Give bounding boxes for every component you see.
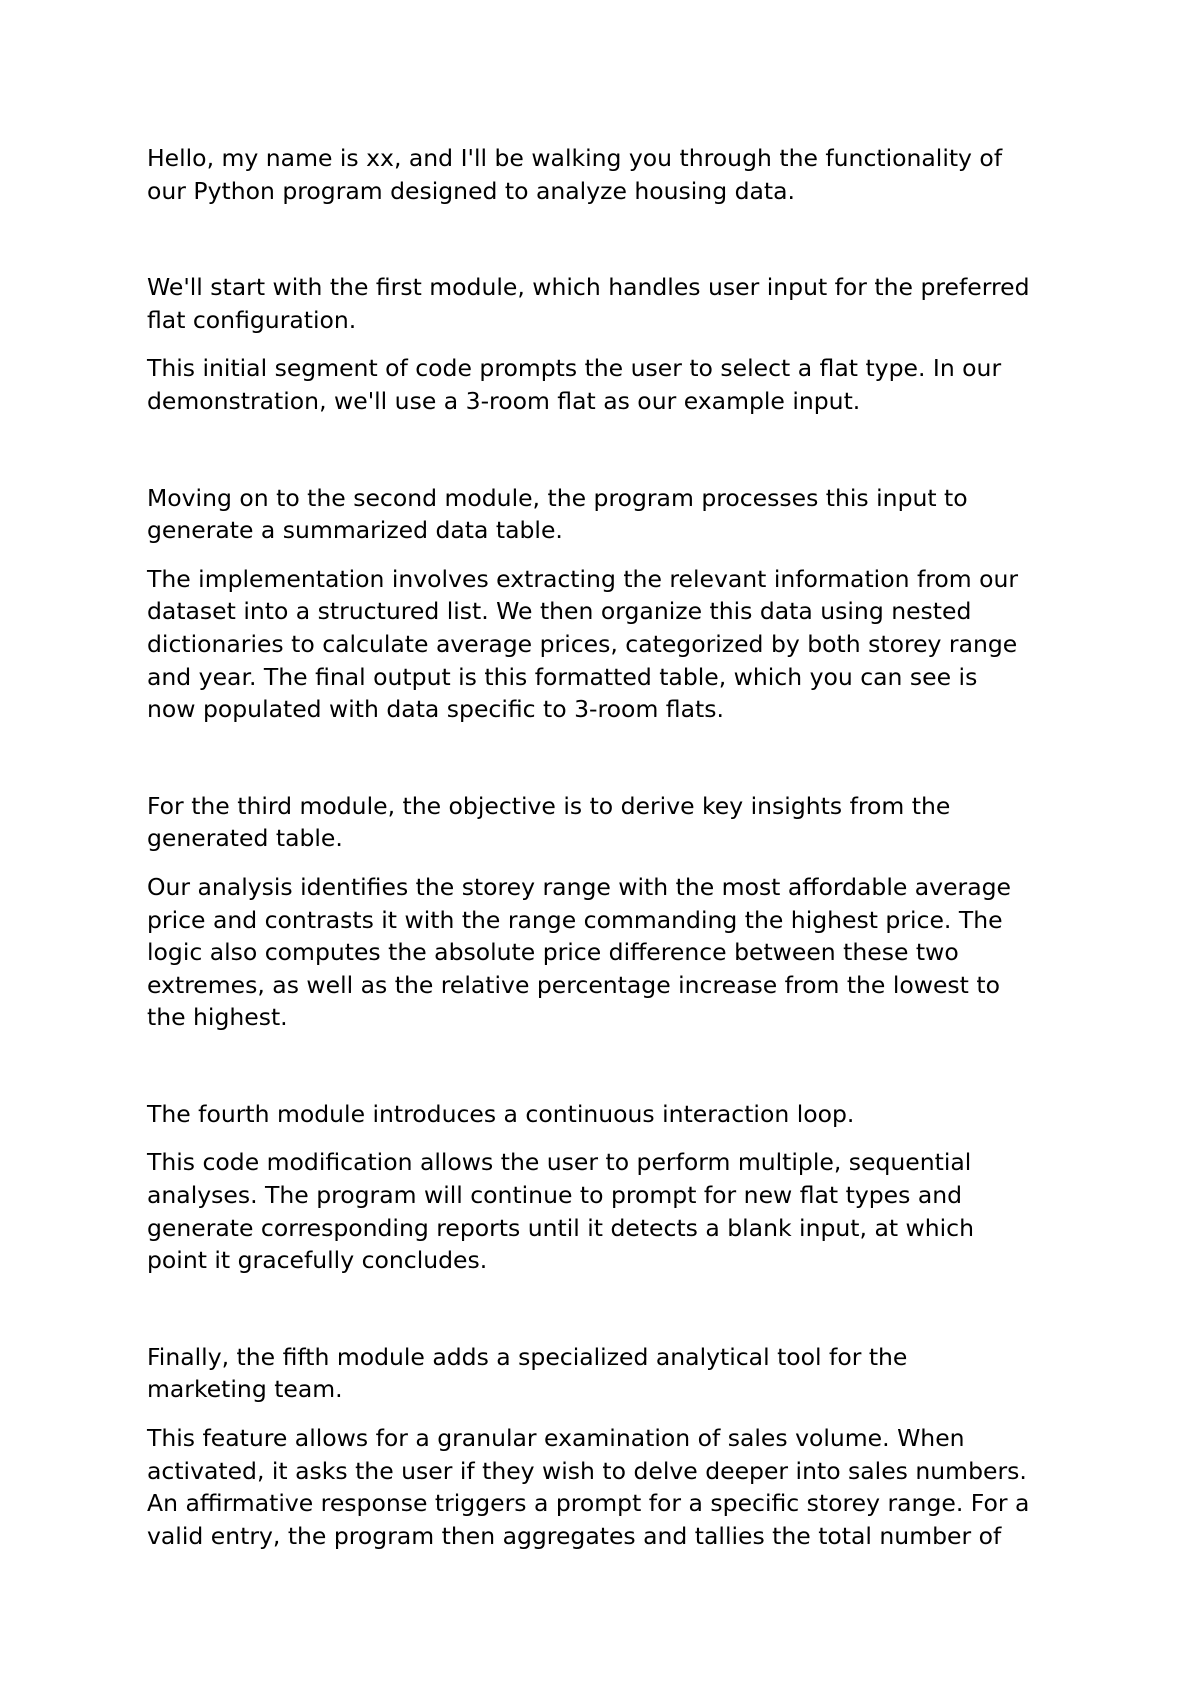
text-line: activated, it asks the user if they wish to delve deeper into sales numbers. — [147, 1456, 1027, 1485]
paragraph-module-4-body — [147, 1146, 1077, 1276]
text-line: our Python program designed to analyze housing data. — [147, 176, 795, 205]
paragraph-module-1-heading — [147, 271, 1077, 336]
text-line: generated table. — [147, 824, 343, 853]
text-line: marketing team. — [147, 1375, 343, 1404]
paragraph-module-2-body — [147, 563, 1077, 726]
paragraph-module-4-heading — [147, 1098, 1077, 1131]
paragraph-module-3-body — [147, 871, 1077, 1034]
text-line: flat configuration. — [147, 305, 357, 334]
text-line: This code modification allows the user to perform multiple, sequential — [147, 1148, 972, 1177]
text-line: dictionaries to calculate average prices, categorized by both storey range — [147, 629, 1018, 658]
text-line: generate a summarized data table. — [147, 516, 563, 545]
text-line: generate corresponding reports until it detects a blank input, at which — [147, 1213, 974, 1242]
text-line: valid entry, the program then aggregates and tallies the total number of — [147, 1521, 1002, 1550]
text-line: the highest. — [147, 1003, 288, 1032]
document-page — [147, 142, 1077, 1552]
text-line: Our analysis identifies the storey range with the most affordable average — [147, 872, 1011, 901]
paragraph-module-5-heading — [147, 1341, 1077, 1406]
text-line: This initial segment of code prompts the user to select a flat type. In our — [147, 354, 1002, 383]
text-line: Finally, the fifth module adds a specialized analytical tool for the — [147, 1342, 908, 1371]
text-line: The implementation involves extracting the relevant information from our — [147, 564, 1019, 593]
paragraph-module-3-heading — [147, 790, 1077, 855]
text-line: dataset into a structured list. We then organize this data using nested — [147, 597, 972, 626]
paragraph-module-1-body — [147, 352, 1077, 417]
text-line: logic also computes the absolute price difference between these two — [147, 938, 959, 967]
text-line: An affirmative response triggers a prompt for a specific storey range. For a — [147, 1489, 1030, 1518]
text-line: This feature allows for a granular examination of sales volume. When — [147, 1424, 965, 1453]
text-line: analyses. The program will continue to prompt for new flat types and — [147, 1181, 963, 1210]
text-line: now populated with data specific to 3-room flats. — [147, 695, 724, 724]
text-line: Moving on to the second module, the program processes this input to — [147, 483, 968, 512]
paragraph-module-5-body — [147, 1422, 1077, 1552]
text-line: Hello, my name is xx, and I'll be walking you through the functionality of — [147, 144, 1003, 172]
paragraph-intro — [147, 142, 1077, 207]
text-line: The fourth module introduces a continuous interaction loop. — [147, 1099, 855, 1128]
paragraph-module-2-heading — [147, 482, 1077, 547]
text-line: For the third module, the objective is to derive key insights from the — [147, 791, 951, 820]
text-line: extremes, as well as the relative percentage increase from the lowest to — [147, 970, 1000, 999]
text-line: We'll start with the first module, which handles user input for the preferred — [147, 273, 1030, 302]
text-line: and year. The final output is this formatted table, which you can see is — [147, 662, 978, 691]
text-line: price and contrasts it with the range commanding the highest price. The — [147, 905, 1003, 934]
text-line: demonstration, we'll use a 3-room flat as our example input. — [147, 386, 861, 415]
text-line: point it gracefully concludes. — [147, 1246, 488, 1275]
